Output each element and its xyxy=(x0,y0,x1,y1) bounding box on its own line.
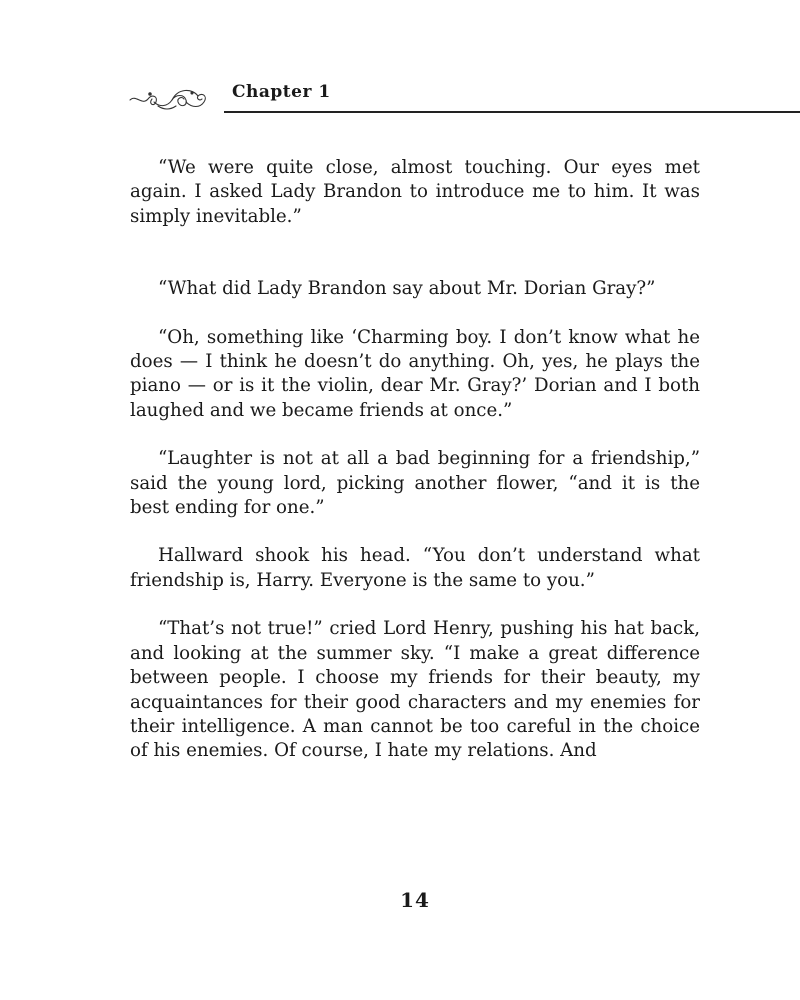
paragraph: “We were quite close, almost touching. Our eyes met again. I asked Lady Brandon to introduce me to him. It was simply inevitable.” xyxy=(130,157,700,227)
scroll-flourish-icon xyxy=(128,84,212,112)
chapter-title: Chapter 1 xyxy=(232,82,331,102)
header-divider xyxy=(224,111,800,113)
chapter-header xyxy=(128,78,800,118)
paragraph: Hallward shook his head. “You don’t understand what friendship is, Harry. Everyone is the same to you.” xyxy=(130,545,700,591)
paragraph: “Oh, something like ‘Charming boy. I don’t know what he does — I think he doesn’t do anything. Oh, yes, he plays the piano — or is it the violin, dear Mr. Gray?’ Dorian and I both laughed and we became friends at once.” xyxy=(130,326,700,421)
page-body xyxy=(130,156,700,764)
paragraph: “That’s not true!” cried Lord Henry, pushing his hat back, and looking at the summer sky. “I make a great difference between people. I choose my friends for their beauty, my acquaintances for their good characters and my enemies for their intelligence. A man cannot be too careful in the choice of his enemies. Of course, I hate my relations. And xyxy=(130,618,700,762)
page-number: 14 xyxy=(400,888,430,912)
paragraph: “What did Lady Brandon say about Mr. Dorian Gray?” xyxy=(158,278,656,300)
paragraph: “Laughter is not at all a bad beginning for a friendship,” said the young lord, picking another flower, “and it is the best ending for one.” xyxy=(130,448,700,519)
